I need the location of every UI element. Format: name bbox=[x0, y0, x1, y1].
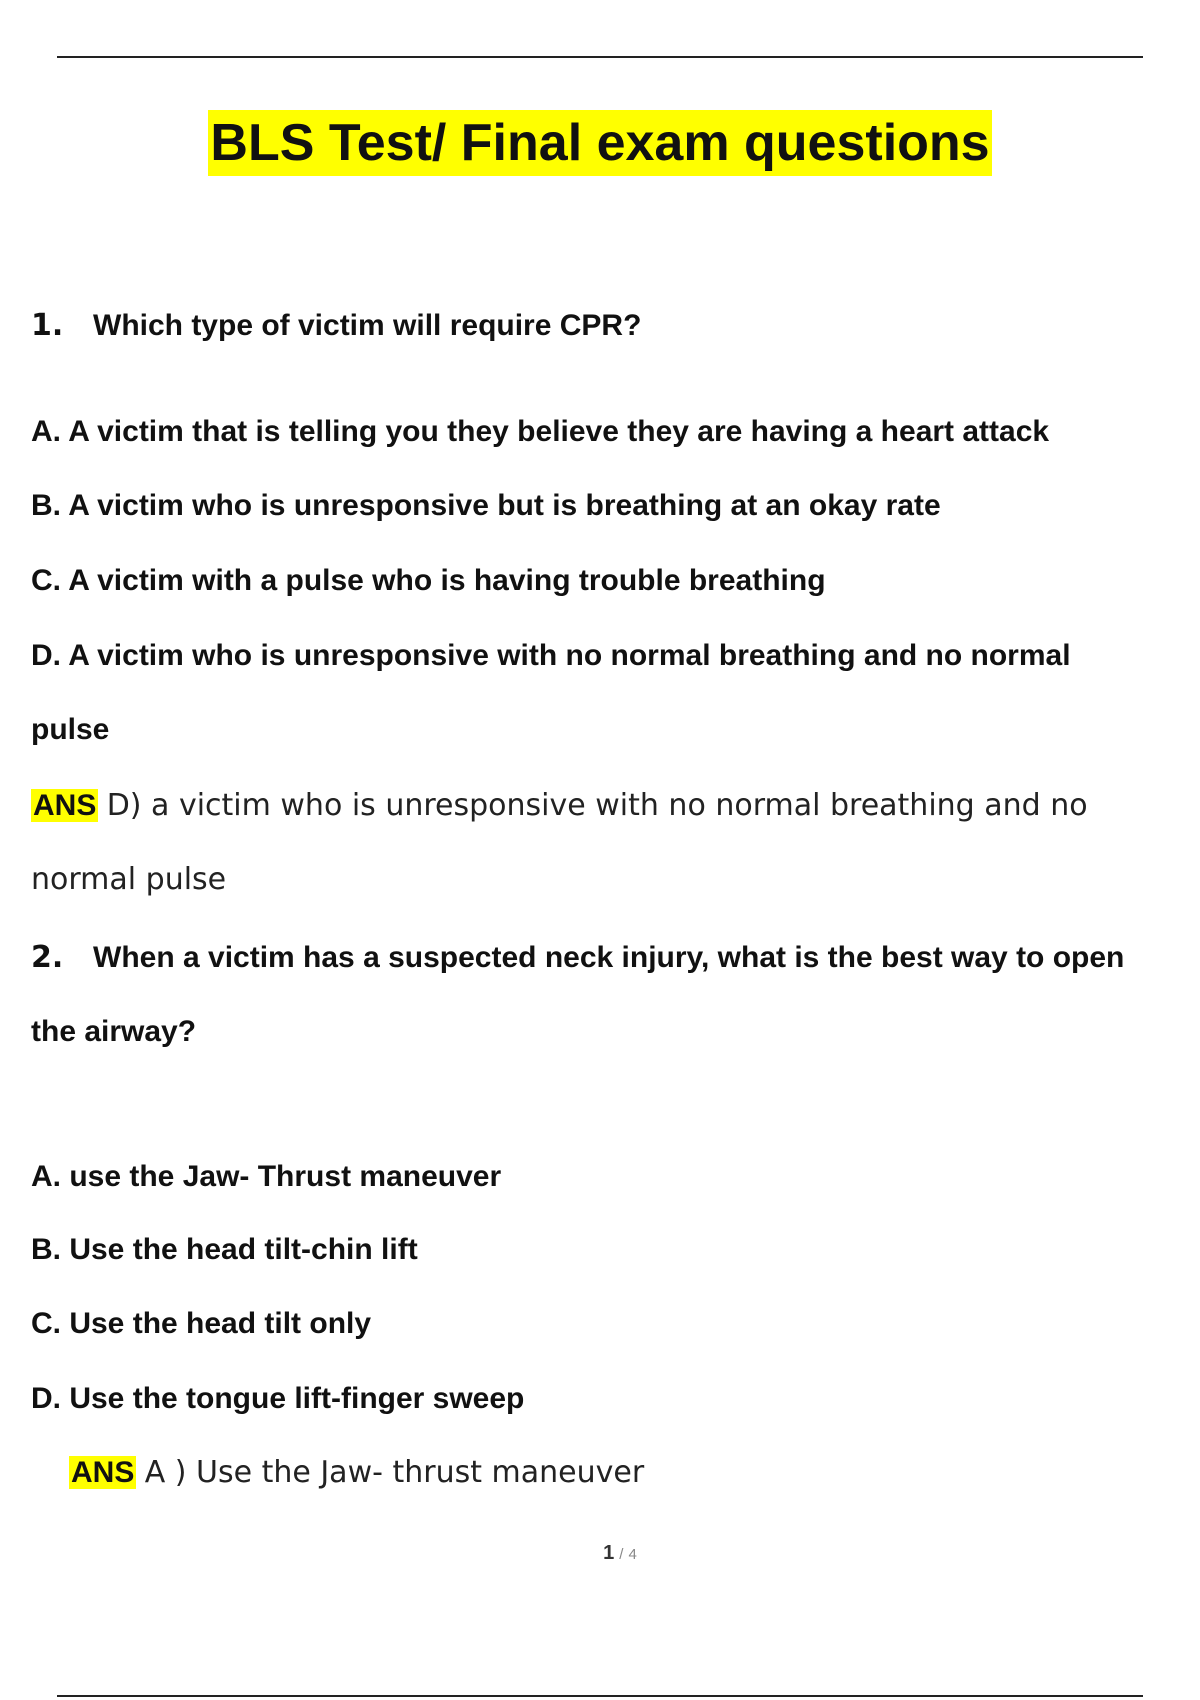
top-rule bbox=[57, 56, 1143, 58]
question-1-option-c: C. A victim with a pulse who is having trouble breathing bbox=[31, 564, 826, 597]
question-2-option-b: B. Use the head tilt-chin lift bbox=[31, 1233, 418, 1266]
question-1-option-d-continued: pulse bbox=[31, 713, 110, 746]
question-number: 1. bbox=[31, 308, 64, 343]
total-pages: 4 bbox=[628, 1546, 637, 1563]
question-1-answer bbox=[31, 786, 1088, 826]
question-1-option-a: A. A victim that is telling you they believe they are having a heart attack bbox=[31, 415, 1050, 448]
question-1-option-d: D. A victim who is unresponsive with no normal breathing and no normal bbox=[31, 639, 1071, 672]
question-2-option-d: D. Use the tongue lift-finger sweep bbox=[31, 1382, 525, 1415]
question-2 bbox=[31, 938, 1124, 978]
question-text: Which type of victim will require CPR? bbox=[93, 309, 642, 342]
answer-text-continued: normal pulse bbox=[31, 862, 227, 897]
answer-badge: ANS bbox=[71, 1456, 135, 1489]
document-title: BLS Test/ Final exam questions bbox=[208, 110, 991, 176]
question-number: 2. bbox=[31, 940, 64, 975]
bottom-rule bbox=[57, 1695, 1143, 1697]
question-text: When a victim has a suspected neck injury, what is the best way to open bbox=[93, 941, 1125, 974]
page-indicator bbox=[0, 1542, 1200, 1565]
question-2-answer bbox=[69, 1453, 644, 1493]
question-2-option-c: C. Use the head tilt only bbox=[31, 1307, 372, 1340]
page-separator: / bbox=[619, 1546, 624, 1563]
question-1-answer-continued bbox=[31, 860, 226, 900]
title-container bbox=[0, 110, 1200, 176]
answer-text: D) a victim who is unresponsive with no normal breathing and no bbox=[106, 788, 1088, 823]
current-page: 1 bbox=[603, 1542, 615, 1564]
question-1 bbox=[31, 306, 641, 346]
answer-badge: ANS bbox=[33, 789, 97, 822]
question-2-continued: the airway? bbox=[31, 1015, 197, 1048]
question-1-option-b: B. A victim who is unresponsive but is breathing at an okay rate bbox=[31, 489, 941, 522]
answer-text: A ) Use the Jaw- thrust maneuver bbox=[144, 1455, 645, 1490]
question-2-option-a: A. use the Jaw- Thrust maneuver bbox=[31, 1160, 502, 1193]
